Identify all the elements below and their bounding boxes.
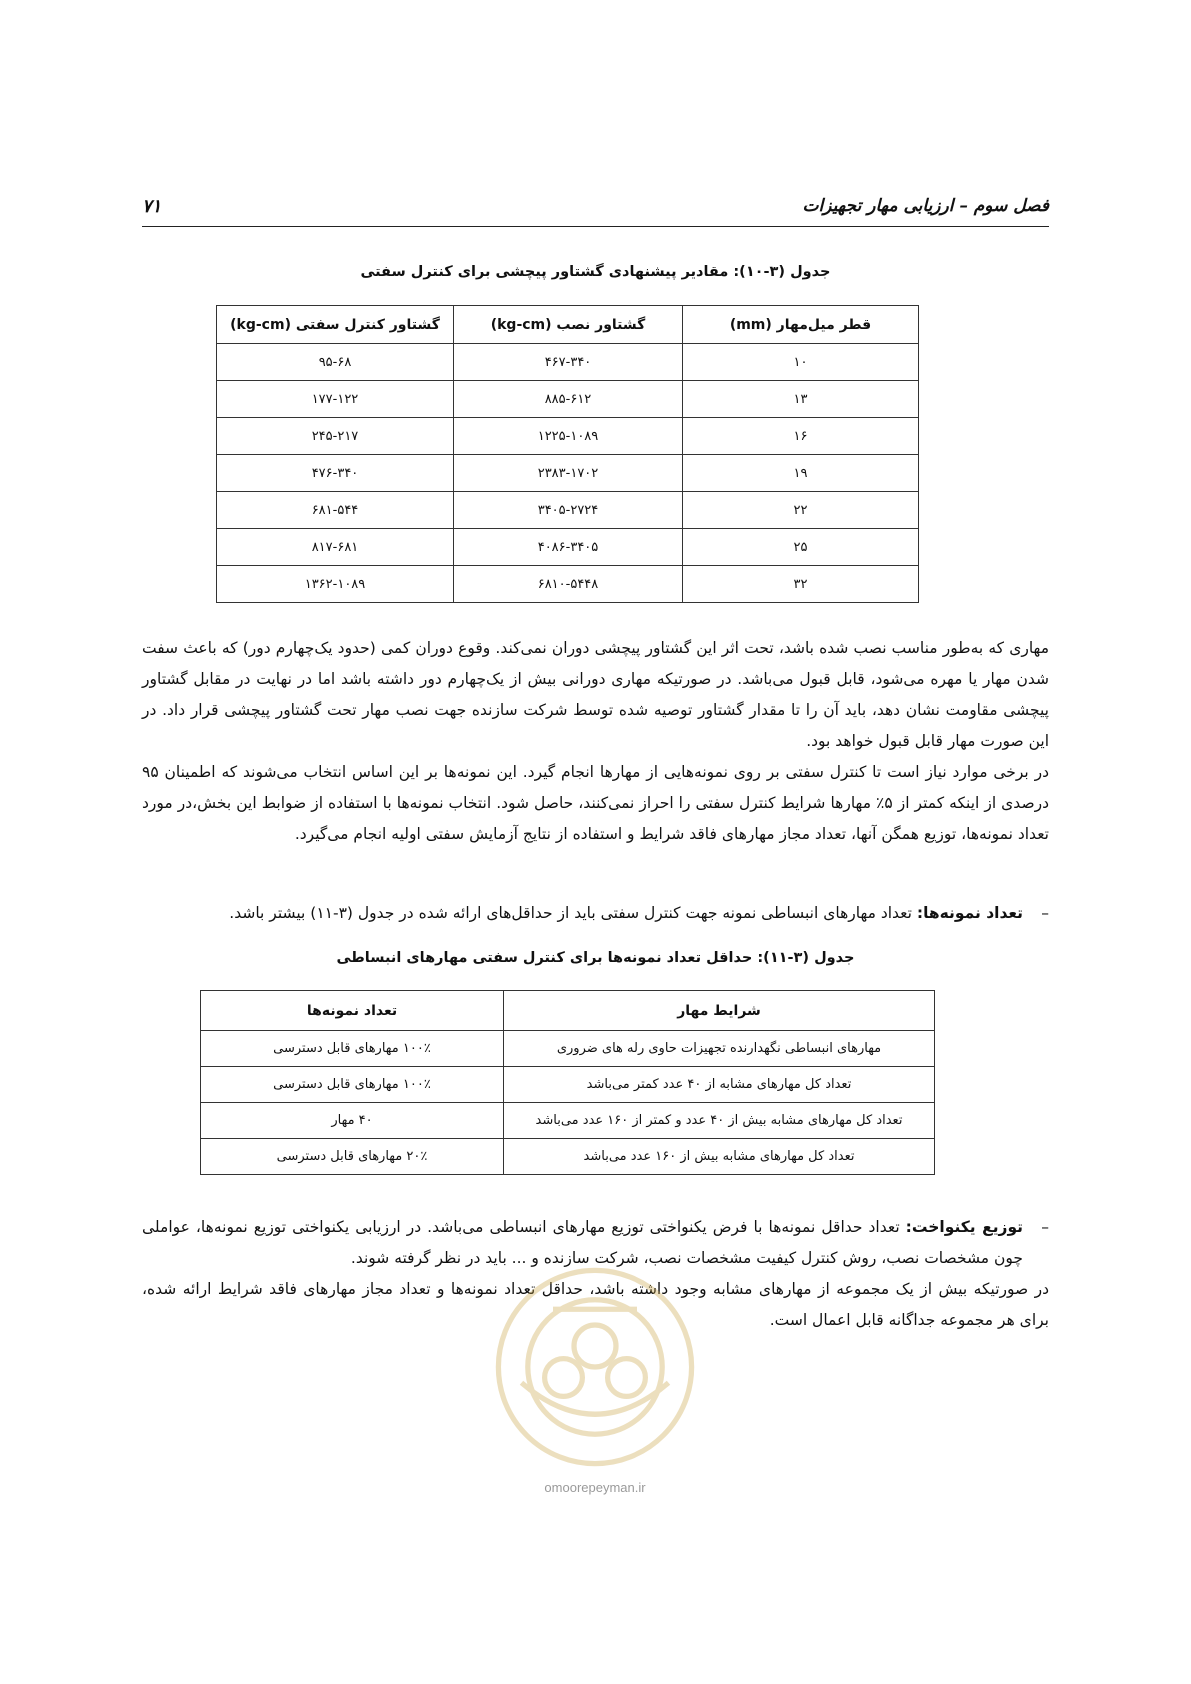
publisher-seal-icon xyxy=(490,1262,700,1472)
column-header-check-torque: گشتاور کنترل سفتی (kg-cm) xyxy=(217,306,454,344)
bullet-dash: – xyxy=(1041,904,1049,922)
column-header-diameter: قطر میل‌مهار (mm) xyxy=(683,306,919,344)
table-row xyxy=(217,344,919,381)
cell-check-torque: ۱۷۷-۱۲۲ xyxy=(217,381,454,418)
table-10-caption: جدول (۳-۱۰): مقادیر پیشنهادی گشتاور پیچشی برای کنترل سفتی xyxy=(360,264,831,280)
column-header-condition: شرایط مهار xyxy=(504,991,935,1031)
cell-install-torque: ۶۸۱۰-۵۴۴۸ xyxy=(454,566,683,603)
table-row xyxy=(217,381,919,418)
cell-diameter: ۲۲ xyxy=(683,492,919,529)
cell-diameter: ۱۳ xyxy=(683,381,919,418)
bullet-text: تعداد حداقل نمونه‌ها با فرض یکنواختی توزیع مهارهای انبساطی می‌باشد. در ارزیابی یکنواختی توزیع نمونه‌ها، عواملی چون مشخصات نصب، روش کنترل کیفیت مشخصات نصب، شرکت سازنده و ... باید در نظر گرفته شوند. xyxy=(142,1218,1023,1267)
paragraph-1: مهاری که به‌طور مناسب نصب شده باشد، تحت اثر این گشتاور پیچشی دوران نمی‌کند. وقوع دوران کمی (حدود یک‌چهارم دور) که باعث سفت شدن مهار یا مهره می‌شود، قابل قبول می‌باشد. در صورتیکه مهاری دورانی بیش از یک‌چهارم دور داشته باشد اما در نهایت در مقابل گشتاور پیچشی مقاومت نشان دهد، باید آن را تا مقدار گشتاور توصیه شده توسط شرکت سازنده جهت نصب مهار تحت گشتاور پیچشی قرار داد. در این صورت مهار قابل قبول خواهد بود. xyxy=(142,639,1049,750)
sample-count-table xyxy=(200,990,935,1175)
cell-condition: تعداد کل مهارهای مشابه از ۴۰ عدد کمتر می‌باشد xyxy=(504,1067,935,1103)
cell-condition: مهارهای انبساطی نگهدارنده تجهیزات حاوی رله های ضروری xyxy=(504,1031,935,1067)
table-row xyxy=(217,492,919,529)
cell-install-torque: ۴۰۸۶-۳۴۰۵ xyxy=(454,529,683,566)
column-header-install-torque: گشتاور نصب (kg-cm) xyxy=(454,306,683,344)
cell-diameter: ۱۶ xyxy=(683,418,919,455)
cell-condition: تعداد کل مهارهای مشابه بیش از ۱۶۰ عدد می‌باشد xyxy=(504,1139,935,1175)
cell-sample-count: ۱۰۰٪ مهارهای قابل دسترسی xyxy=(201,1067,504,1103)
bullet-text: تعداد مهارهای انبساطی نمونه جهت کنترل سفتی باید از حداقل‌های ارائه شده در جدول (۳-۱۱) بیشتر باشد. xyxy=(229,904,917,922)
cell-check-torque: ۲۴۵-۲۱۷ xyxy=(217,418,454,455)
cell-condition: تعداد کل مهارهای مشابه بیش از ۴۰ عدد و کمتر از ۱۶۰ عدد می‌باشد xyxy=(504,1103,935,1139)
table-row xyxy=(201,1103,935,1139)
cell-install-torque: ۸۸۵-۶۱۲ xyxy=(454,381,683,418)
cell-diameter: ۲۵ xyxy=(683,529,919,566)
table-row xyxy=(217,418,919,455)
cell-sample-count: ۱۰۰٪ مهارهای قابل دسترسی xyxy=(201,1031,504,1067)
paragraph-3: در صورتیکه بیش از یک مجموعه از مهارهای مشابه وجود داشته باشد، حداقل تعداد نمونه‌ها و تعداد مجاز مهارهای فاقد شرایط ارائه شده، برای هر مجموعه جداگانه قابل اعمال است. xyxy=(142,1280,1049,1329)
table-11-caption: جدول (۳-۱۱): حداقل تعداد نمونه‌ها برای کنترل سفتی مهارهای انبساطی xyxy=(336,950,855,966)
table-row xyxy=(201,1031,935,1067)
cell-install-torque: ۲۳۸۳-۱۷۰۲ xyxy=(454,455,683,492)
column-header-sample-count: تعداد نمونه‌ها xyxy=(201,991,504,1031)
cell-sample-count: ۴۰ مهار xyxy=(201,1103,504,1139)
cell-diameter: ۱۰ xyxy=(683,344,919,381)
table-row xyxy=(217,566,919,603)
bullet-term: توزیع یکنواخت: xyxy=(905,1218,1023,1236)
cell-check-torque: ۸۱۷-۶۸۱ xyxy=(217,529,454,566)
cell-install-torque: ۳۴۰۵-۲۷۲۴ xyxy=(454,492,683,529)
cell-check-torque: ۶۸۱-۵۴۴ xyxy=(217,492,454,529)
page-header xyxy=(142,196,1049,227)
table-row xyxy=(201,1067,935,1103)
page-number: ۷۱ xyxy=(142,196,162,217)
watermark-site: omoorepeyman.ir xyxy=(544,1480,646,1495)
table-row xyxy=(217,455,919,492)
torque-table xyxy=(216,305,919,603)
bullet-sample-count xyxy=(142,898,1049,929)
table-row xyxy=(201,1139,935,1175)
table-header-row xyxy=(201,991,935,1031)
cell-diameter: ۳۲ xyxy=(683,566,919,603)
cell-diameter: ۱۹ xyxy=(683,455,919,492)
paragraph-2: در برخی موارد نیاز است تا کنترل سفتی بر روی نمونه‌هایی از مهارها انجام گیرد. این نمونه‌ها بر این اساس انتخاب می‌شوند که اطمینان ۹۵ درصدی از اینکه کمتر از ۵٪ مهارها شرایط کنترل سفتی را احراز نمی‌کنند، حاصل شود. انتخاب نمونه‌ها با استفاده از ضوابط این بخش،در مورد تعداد نمونه‌ها، توزیع همگن آنها، تعداد مجاز مهارهای فاقد شرایط و استفاده از نتایج آزمایش سفتی اولیه انجام می‌گیرد. xyxy=(142,763,1049,843)
bullet-term: تعداد نمونه‌ها: xyxy=(916,904,1023,922)
cell-check-torque: ۴۷۶-۳۴۰ xyxy=(217,455,454,492)
cell-install-torque: ۴۶۷-۳۴۰ xyxy=(454,344,683,381)
chapter-title: فصل سوم – ارزیابی مهار تجهیزات xyxy=(802,196,1049,216)
cell-install-torque: ۱۲۲۵-۱۰۸۹ xyxy=(454,418,683,455)
bullet-dash: – xyxy=(1041,1218,1049,1236)
cell-check-torque: ۱۳۶۲-۱۰۸۹ xyxy=(217,566,454,603)
table-row xyxy=(217,529,919,566)
table-header-row xyxy=(217,306,919,344)
cell-check-torque: ۹۵-۶۸ xyxy=(217,344,454,381)
cell-sample-count: ۲۰٪ مهارهای قابل دسترسی xyxy=(201,1139,504,1175)
